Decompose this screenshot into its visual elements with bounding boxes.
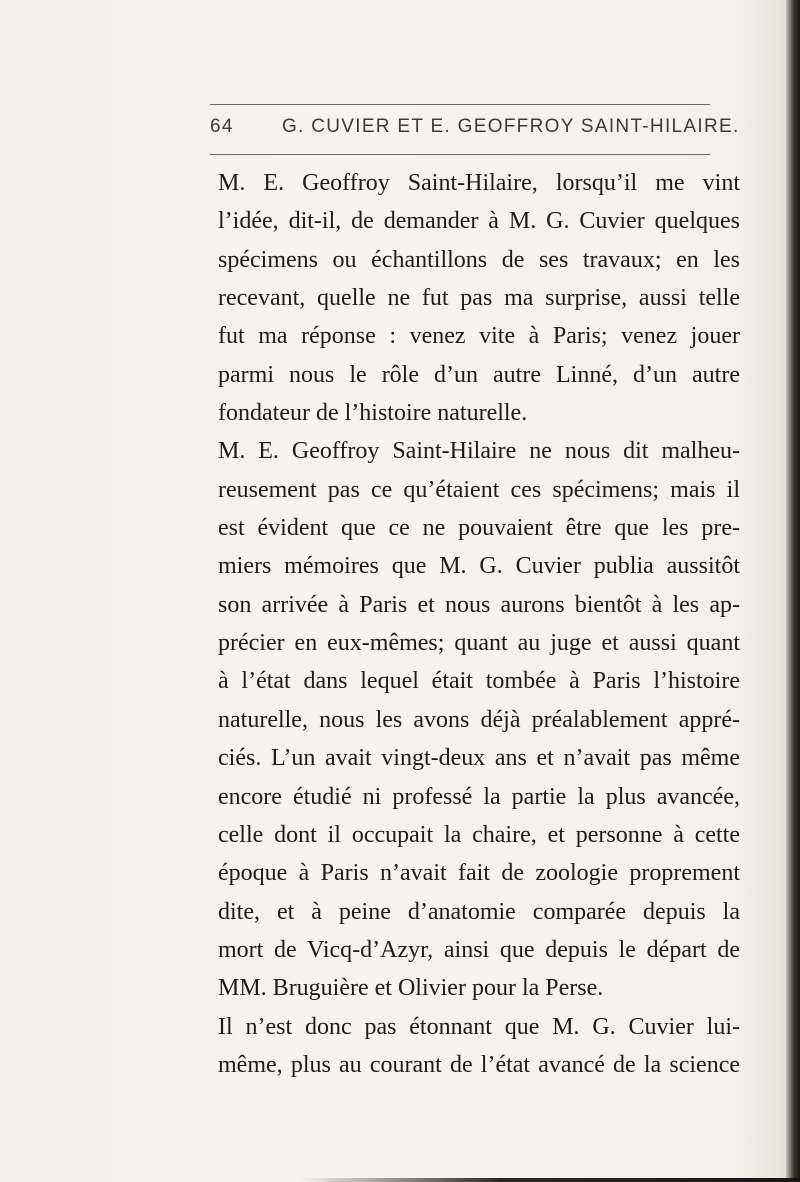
text-line: l’idée, dit-il, de demander à M. G. Cuvier quelques	[218, 208, 740, 235]
text-line: fondateur de l’histoire naturelle.	[218, 400, 528, 427]
text-line: Il n’est donc pas étonnant que M. G. Cuvier lui-	[218, 1013, 740, 1040]
text-line: dite, et à peine d’anatomie comparée depuis la	[218, 898, 740, 925]
header-rule-top	[210, 104, 710, 105]
header-rule-bottom	[210, 154, 710, 155]
text-line: M. E. Geoffroy Saint-Hilaire, lorsqu’il me vint	[218, 170, 740, 196]
text-line: parmi nous le rôle d’un autre Linné, d’un autre	[218, 361, 740, 388]
page-edge-shadow	[786, 0, 800, 1182]
page-bottom-shadow	[300, 1178, 800, 1182]
text-line: recevant, quelle ne fut pas ma surprise, aussi telle	[218, 285, 740, 312]
text-line: précier en eux-mêmes; quant au juge et aussi quant	[218, 630, 740, 657]
page-number: 64	[210, 116, 234, 137]
text-line: ciés. L’un avait vingt-deux ans et n’avait pas même	[218, 745, 740, 772]
text-line: est évident que ce ne pouvaient être que les pre-	[218, 515, 740, 542]
text-line: MM. Bruguière et Olivier pour la Perse.	[218, 975, 604, 1002]
text-line: époque à Paris n’avait fait de zoologie proprement	[218, 860, 740, 887]
text-line: à l’état dans lequel était tombée à Paris l’histoire	[218, 668, 740, 695]
running-head	[210, 114, 740, 144]
running-head-title: G. CUVIER ET E. GEOFFROY SAINT-HILAIRE.	[282, 116, 740, 137]
text-line: M. E. Geoffroy Saint-Hilaire ne nous dit malheu-	[218, 438, 740, 465]
text-line: miers mémoires que M. G. Cuvier publia aussitôt	[218, 553, 740, 580]
text-line: encore étudié ni professé la partie la plus avancée,	[218, 783, 740, 810]
text-line: spécimens ou échantillons de ses travaux; en les	[218, 246, 740, 273]
text-line: naturelle, nous les avons déjà préalablement appré-	[218, 706, 740, 733]
text-line: même, plus au courant de l’état avancé de la science	[218, 1051, 740, 1078]
text-line: mort de Vicq-d’Azyr, ainsi que depuis le départ de	[218, 936, 740, 963]
body-text	[218, 164, 740, 1084]
text-line: son arrivée à Paris et nous aurons bientôt à les ap-	[218, 591, 740, 618]
text-line: celle dont il occupait la chaire, et personne à cette	[218, 821, 740, 848]
text-line: fut ma réponse : venez vite à Paris; venez jouer	[218, 323, 740, 350]
text-line: reusement pas ce qu’étaient ces spécimens; mais il	[218, 476, 740, 503]
